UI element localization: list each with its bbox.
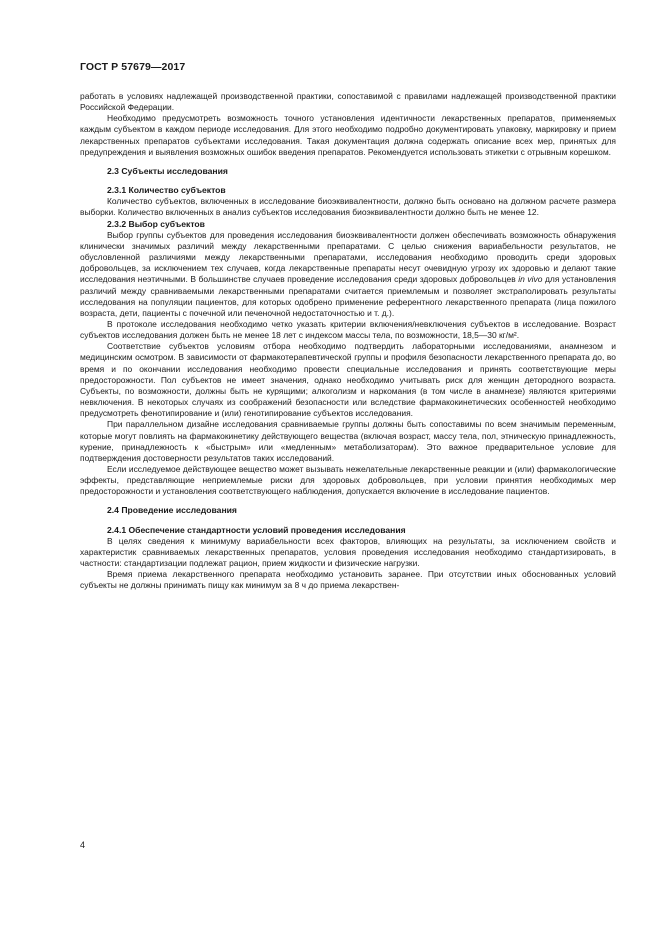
document-body [80,91,616,592]
paragraph: Необходимо предусмотреть возможность точного установления идентичности лекарственных препаратов, применяемых каждым субъектом в каждом периоде исследования. Для этого необходимо подробно документировать упаковку, маркировку и прием лекарственных препаратов субъектами исследования. Такая документация должна содержать описание всех мер, принятых для предупреждения и выявления возможных ошибок введения препаратов. Рекомендуется использовать этикетки с отрывным корешком. [80,113,616,157]
page-number: 4 [80,840,86,850]
subsection-heading: 2.3.2 Выбор субъектов [107,218,205,229]
paragraph: Количество субъектов, включенных в исследование биоэквивалентности, должно быть основано на должном расчете размера выборки. Количество включенных в анализ субъектов исследования биоэквивалентности должно быть не менее 12. [80,196,616,218]
page-header: ГОСТ Р 57679—2017 [80,61,186,73]
paragraph: Соответствие субъектов условиям отбора необходимо подтвердить лабораторными исследованиями, анамнезом и медицинским осмотром. В зависимости от фармакотерапевтической группы и профиля безопасности лекарственного препарата до, во время и по окончании исследования необходимо провести специальные исследования и принять соответствующие меры предосторожности. Пол субъектов не имеет значения, однако необходимо учитывать риск для женщин детородного возраста. Субъекты, по возможности, должны быть не курящими; алкоголизм и наркомания (в том числе в анамнезе) являются критериями невключения. В некоторых случаях из соображений безопасности или вследствие фармакокинетических особенностей необходимо предусмотреть фенотипирование и (или) генотипирование субъектов исследования. [80,341,616,419]
section-heading: 2.3 Субъекты исследования [107,165,228,176]
paragraph: Время приема лекарственного препарата необходимо установить заранее. При отсутствии иных обоснованных условий субъекты не должны принимать пищу как минимум за 8 ч до приема лекарствен- [80,569,616,591]
paragraph [80,230,616,319]
paragraph: В протоколе исследования необходимо четко указать критерии включения/невключения субъектов в исследование. Возраст субъектов исследования должен быть не менее 18 лет с индексом массы тела, по возможности, 18,5—30 кг/м². [80,318,616,341]
paragraph: работать в условиях надлежащей производственной практики, сопоставимой с правилами надлежащей производственной практики Российской Федерации. [80,91,616,113]
paragraph: Если исследуемое действующее вещество может вызывать нежелательные лекарственные реакции и (или) фармакологические эффекты, представляющие неприемлемые риски для здоровых добровольцев, при условии принятия необходимых мер предосторожности и установления соответствующего наблюдения, допускается включение в исследование пациентов. [80,464,616,497]
paragraph: В целях сведения к минимуму вариабельности всех факторов, влияющих на результаты, за исключением свойств и характеристик сравниваемых лекарственных препаратов, условия проведения исследования необходимо стандартизировать, в частности: стандартизации подлежат рацион, прием жидкости и физические нагрузки. [80,535,616,569]
paragraph-text: для установления различий между сравниваемыми лекарственными препаратами считается приемлемым и позволяет экстраполировать результаты исследования на популяции пациентов, для которых одобрено применение референтного лекарственного препарата (лица пожилого возраста, дети, пациенты с почечной или печеночной недостаточностью и т. д.). [80,274,616,318]
subsection-heading: 2.3.1 Количество субъектов [107,185,226,196]
section-heading: 2.4 Проведение исследования [107,505,237,516]
paragraph: При параллельном дизайне исследования сравниваемые группы должны быть сопоставимы по всем значимым переменным, которые могут повлиять на фармакокинетику действующего вещества (включая возраст, массу тела, пол, этническую принадлежность, курение, принадлежность к «быстрым» или «медленным» метаболизаторам). Это важное предварительное условие для подтверждения достоверности результатов таких исследований. [80,419,616,463]
subsection-heading: 2.4.1 Обеспечение стандартности условий проведения исследования [107,524,406,535]
italic-term: in vivo [518,274,543,285]
paragraph-text: Выбор группы субъектов для проведения исследования биоэквивалентности должен обеспечивать возможность обнаружения клинически значимых различий между лекарственными препаратами. С целью снижения вариабельности результатов, не обусловленной различиями между лекарственными препаратами, исследования необходимо проводить среди здоровых добровольцев, за исключением тех случаев, когда лекарственные препараты несут очевидную угрозу их здоровью и делают такие исследования неэтичными. В большинстве случаев проведение исследования среди здоровых добровольцев [80,229,616,285]
